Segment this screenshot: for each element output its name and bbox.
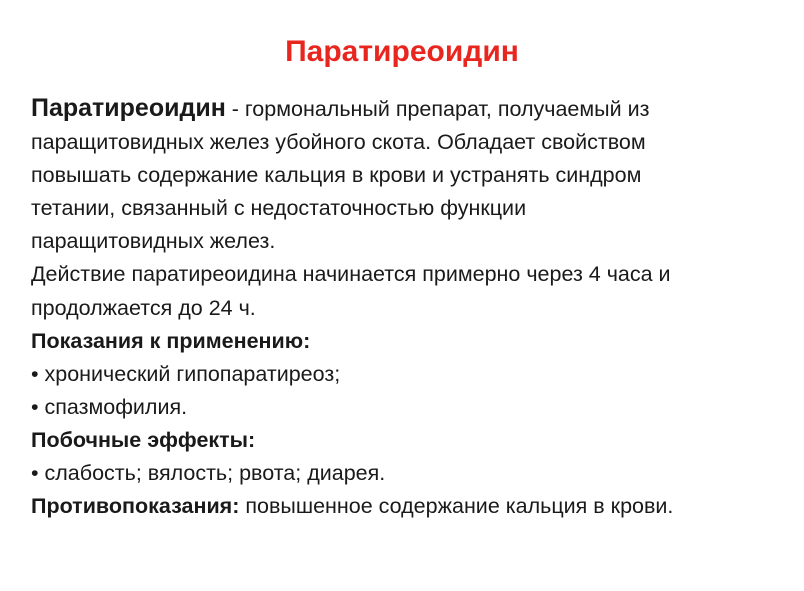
intro-line-4: тетании, связанный с недостаточностью функции (31, 196, 527, 221)
indications-heading: Показания к применению: (31, 328, 311, 353)
contraindications-line (31, 490, 791, 523)
contraindications-text: повышенное содержание кальция в крови. (239, 494, 674, 519)
intro-line-3: повышать содержание кальция в крови и устранять синдром (31, 163, 642, 188)
contraindications-heading: Противопоказания: (31, 494, 240, 519)
indication-item: • спазмофилия. (31, 394, 188, 419)
indication-item: • хронический гипопаратиреоз; (31, 361, 341, 386)
side-effect-item: • слабость; вялость; рвота; диарея. (31, 461, 386, 486)
slide-body (31, 92, 791, 523)
side-effects-heading: Побочные эффекты: (31, 427, 256, 452)
slide-title: Паратиреоидин (285, 35, 519, 68)
action-line-1: Действие паратиреоидина начинается примерно через 4 часа и (31, 262, 671, 287)
intro-line-5: паращитовидных желез. (31, 229, 276, 254)
intro-line-2: паращитовидных желез убойного скота. Обладает свойством (31, 130, 646, 155)
action-line-2: продолжается до 24 ч. (31, 295, 256, 320)
intro-line-1-rest: - гормональный препарат, получаемый из (225, 97, 650, 121)
intro-line-1 (31, 92, 791, 126)
intro-term: Паратиреоидин (31, 94, 226, 122)
